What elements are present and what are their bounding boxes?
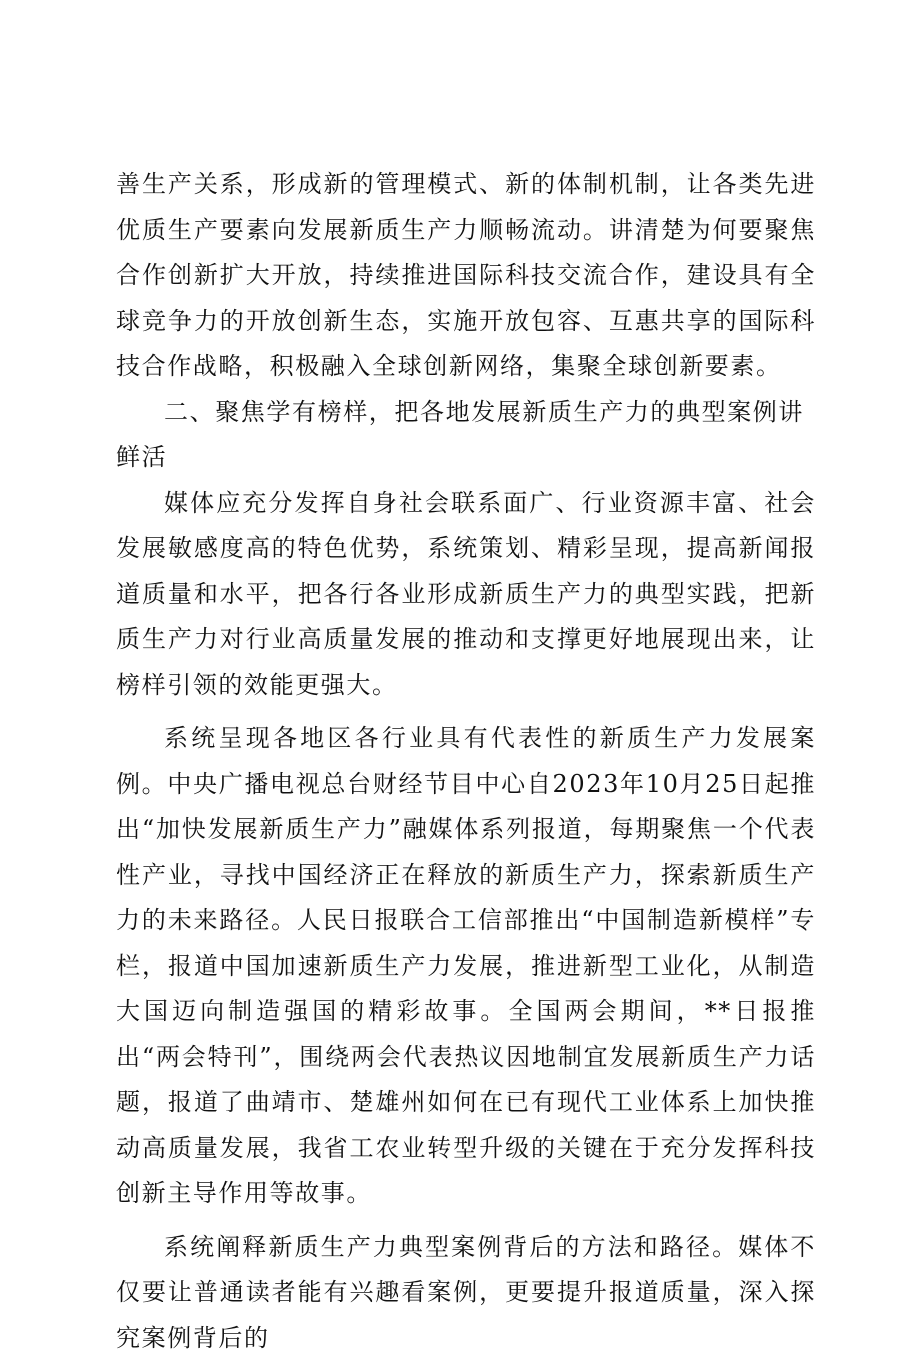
section-heading: 二、聚焦学有榜样，把各地发展新质生产力的典型案例讲鲜活: [116, 390, 816, 481]
paragraph-gap: [116, 1217, 816, 1225]
paragraph-media-role: 媒体应充分发挥自身社会联系面广、行业资源丰富、社会发展敏感度高的特色优势，系统策划、精彩呈现，提高新闻报道质量和水平，把各行各业形成新质生产力的典型实践，把新质生产力对行业高质量发展的推动和支撑更好地展现出来，让榜样引领的效能更强大。: [116, 481, 816, 709]
paragraph-gap: [116, 708, 816, 716]
paragraph-continuation: 善生产关系，形成新的管理模式、新的体制机制，让各类先进优质生产要素向发展新质生产力顺畅流动。讲清楚为何要聚焦合作创新扩大开放，持续推进国际科技交流合作，建设具有全球竞争力的开放创新生态，实施开放包容、互惠共享的国际科技合作战略，积极融入全球创新网络，集聚全球创新要素。: [116, 162, 816, 390]
document-body: [116, 162, 816, 1361]
paragraph-cases: 系统呈现各地区各行业具有代表性的新质生产力发展案例。中央广播电视总台财经节目中心自2023年10月25日起推出“加快发展新质生产力”融媒体系列报道，每期聚焦一个代表性产业，寻找中国经济正在释放的新质生产力，探索新质生产力的未来路径。人民日报联合工信部推出“中国制造新模样”专栏，报道中国加速新质生产力发展，推进新型工业化，从制造大国迈向制造强国的精彩故事。全国两会期间，**日报推出“两会特刊”，围绕两会代表热议因地制宜发展新质生产力话题，报道了曲靖市、楚雄州如何在已有现代工业体系上加快推动高质量发展，我省工农业转型升级的关键在于充分发挥科技创新主导作用等故事。: [116, 716, 816, 1217]
paragraph-methods: 系统阐释新质生产力典型案例背后的方法和路径。媒体不仅要让普通读者能有兴趣看案例，更要提升报道质量，深入探究案例背后的: [116, 1225, 816, 1361]
